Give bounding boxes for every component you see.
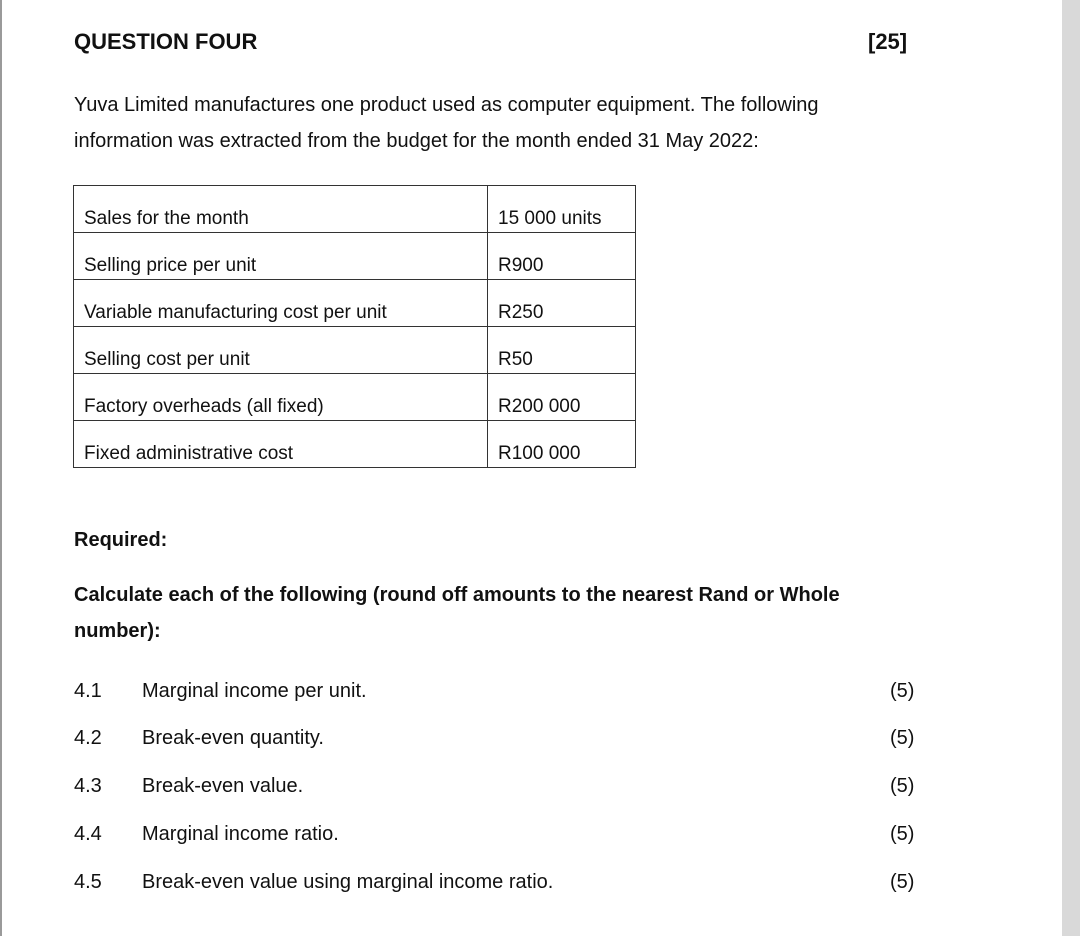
task-marks: (5): [890, 727, 915, 749]
row-value: 15 000 units: [488, 186, 636, 233]
task-item: [0, 771, 1060, 801]
row-label: Selling cost per unit: [74, 327, 488, 374]
table-row: [74, 421, 636, 468]
task-number: 4.1: [74, 680, 102, 702]
task-number: 4.2: [74, 727, 102, 749]
task-marks: (5): [890, 871, 915, 893]
row-label: Variable manufacturing cost per unit: [74, 280, 488, 327]
row-value: R250: [488, 280, 636, 327]
row-label: Sales for the month: [74, 186, 488, 233]
task-item: [0, 819, 1060, 849]
task-number: 4.5: [74, 871, 102, 893]
task-text: Break-even value using marginal income ratio.: [142, 871, 554, 893]
table-row: [74, 374, 636, 421]
intro-paragraph: Yuva Limited manufactures one product used as computer equipment. The following information was extracted from the budget for the month ended 31 May 2022:: [74, 94, 819, 152]
task-number: 4.3: [74, 775, 102, 797]
row-label: Fixed administrative cost: [74, 421, 488, 468]
instruction-text: Calculate each of the following (round off amounts to the nearest Rand or Whole number):: [74, 584, 840, 642]
required-heading: Required:: [74, 529, 168, 551]
table-row: [74, 233, 636, 280]
budget-info-table: [73, 185, 636, 468]
question-title: QUESTION FOUR: [74, 29, 258, 54]
table-row: [74, 327, 636, 374]
task-text: Marginal income ratio.: [142, 823, 339, 845]
task-number: 4.4: [74, 823, 102, 845]
task-item: [0, 867, 1060, 897]
row-value: R50: [488, 327, 636, 374]
task-text: Break-even value.: [142, 775, 304, 797]
task-text: Marginal income per unit.: [142, 680, 367, 702]
task-item: [0, 723, 1060, 753]
question-total-marks: [25]: [868, 29, 908, 54]
task-marks: (5): [890, 775, 915, 797]
row-value: R900: [488, 233, 636, 280]
row-value: R100 000: [488, 421, 636, 468]
table-row: [74, 186, 636, 233]
task-text: Break-even quantity.: [142, 727, 324, 749]
task-marks: (5): [890, 680, 915, 702]
task-marks: (5): [890, 823, 915, 845]
table-row: [74, 280, 636, 327]
row-label: Factory overheads (all fixed): [74, 374, 488, 421]
row-value: R200 000: [488, 374, 636, 421]
task-item: [0, 676, 1060, 706]
row-label: Selling price per unit: [74, 233, 488, 280]
scrollbar-track[interactable]: [1062, 0, 1080, 936]
